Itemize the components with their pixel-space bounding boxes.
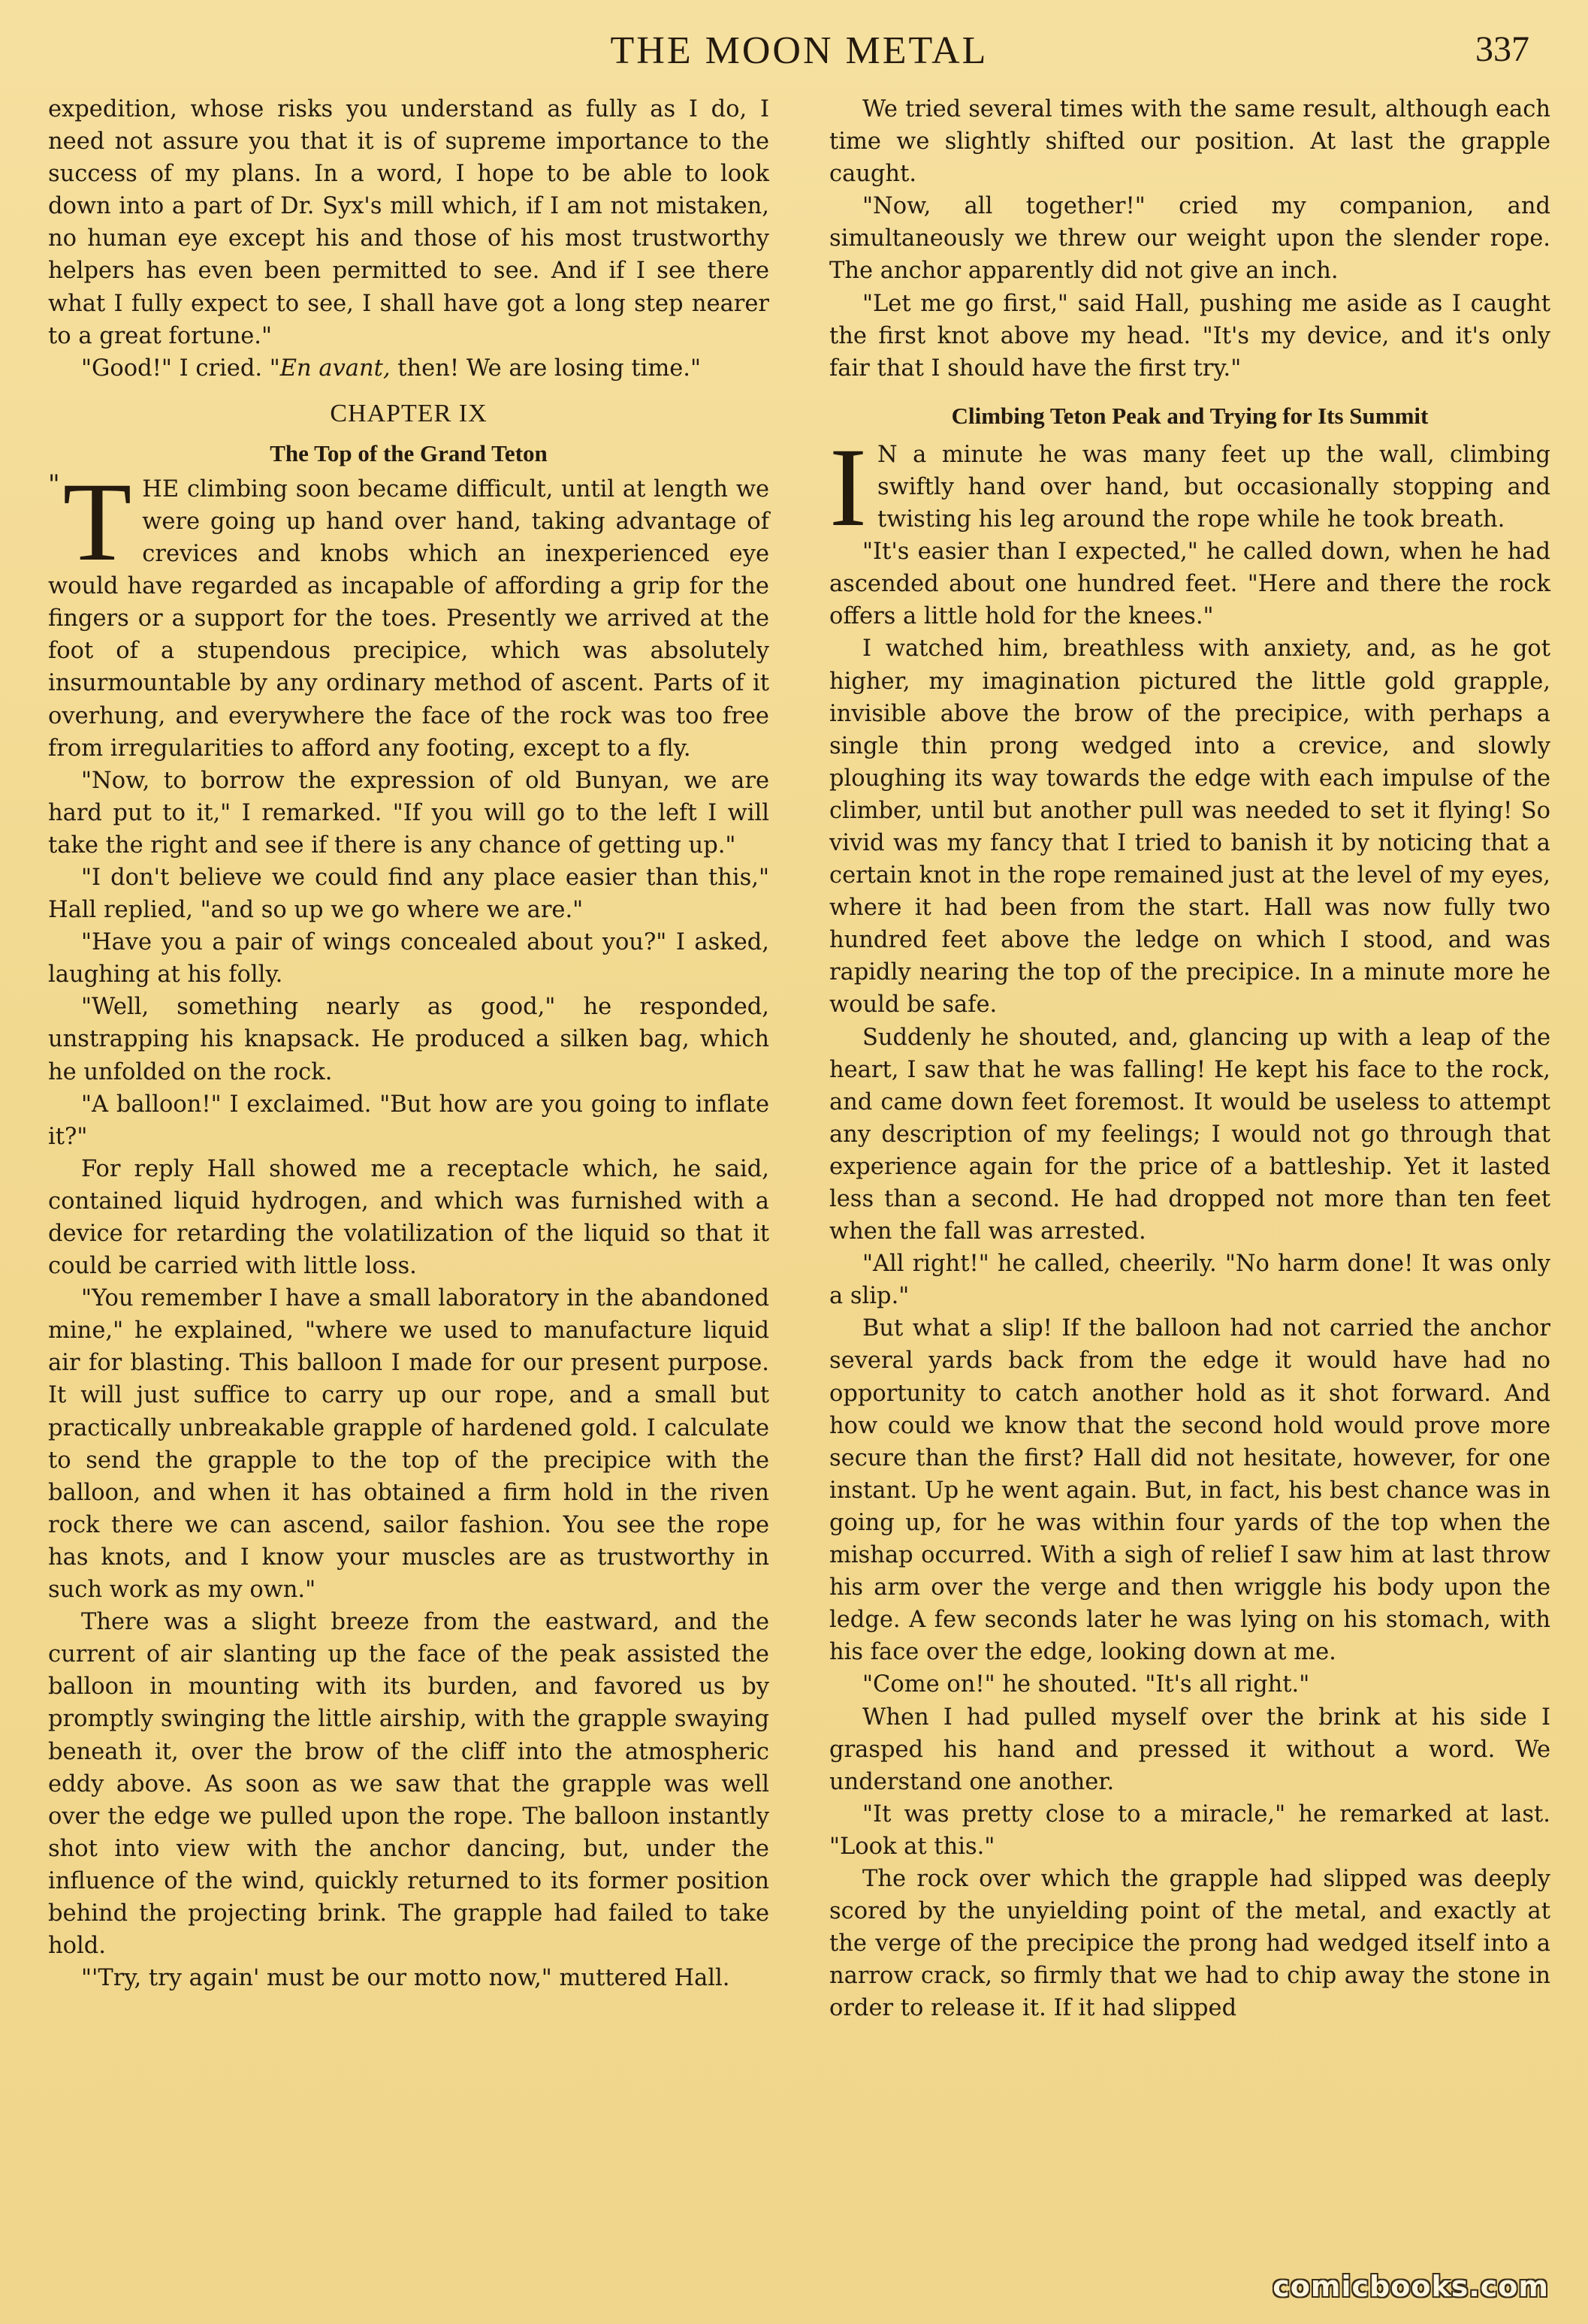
paragraph: "It was pretty close to a miracle," he remarked at last. "Look at this.": [829, 1800, 1550, 1860]
paragraph-text: HE climbing soon became difficult, until at length we were going up hand over hand, taking advantage of crevices and knobs which an inexperienced eye would have regarded as incapable of affording a grip for the fingers or a support for the toes. Presently we arrived at the foot of a stupendous precipice, which was absolutely insurmountable by any ordinary method of ascent. Parts of it overhung, and everywhere the face of the rock was too free from irregularities to afford any footing, except to a fly.: [48, 475, 769, 762]
chapter-title: The Top of the Grand Teton: [270, 439, 548, 466]
paragraph: For reply Hall showed me a receptacle which, he said, contained liquid hydrogen, and which was furnished with a device for retarding the volatilization of the liquid so that it could be carried with little loss.: [48, 1155, 769, 1280]
site-watermark: comicbooks.com: [1273, 2270, 1549, 2303]
page-number: 337: [1475, 29, 1529, 69]
paragraph: The rock over which the grapple had slipped was deeply scored by the unyielding point of the metal, and exactly at the verge of the precipice the prong had wedged itself into a narrow crack, so firmly that we had to chip away the stone in order to release it. If it had slipped: [829, 1865, 1550, 2022]
right-column: [829, 93, 1550, 2024]
drop-cap: T: [62, 459, 132, 584]
italic-phrase: "En avant,: [269, 355, 391, 382]
text-columns: [48, 93, 1550, 2024]
left-column: [48, 93, 769, 2024]
paragraph: "I don't believe we could find any place easier than this," Hall replied, "and so up we go where we are.": [48, 864, 769, 924]
section-heading: Climbing Teton Peak and Trying for Its Summit: [951, 402, 1429, 429]
paragraph: There was a slight breeze from the eastward, and the current of air slanting up the face of the peak assisted the balloon in mounting with its burden, and favored us by promptly swinging the little airship, with the grapple swaying beneath it, over the brow of the cliff into the atmospheric eddy above. As soon as we saw that the grapple was well over the edge we pulled upon the rope. The balloon instantly shot into view with the anchor dancing, but, under the influence of the wind, quickly returned to its former position behind the projecting brink. The grapple had failed to take hold.: [48, 1609, 769, 1960]
paragraph: Suddenly he shouted, and, glancing up with a leap of the heart, I saw that he was falling! He kept his face to the rock, and came down feet foremost. It would be useless to attempt any description of my feelings; I would not go through that experience again for the price of a battleship. Yet it lasted less than a second. He had dropped not more than ten feet when the fall was arrested.: [829, 1024, 1550, 1245]
paragraph: "Now, all together!" cried my companion, and simultaneously we threw our weight upon the slender rope. The anchor apparently did not give an inch.: [829, 193, 1550, 285]
paragraph: "'Try, try again' must be our motto now," muttered Hall.: [81, 1965, 730, 1992]
paragraph: "A balloon!" I exclaimed. "But how are you going to inflate it?": [48, 1091, 769, 1150]
page-header: [48, 29, 1550, 93]
paragraph-with-dropcap: [829, 424, 1550, 550]
paragraph-with-dropcap: [48, 459, 769, 765]
paragraph: "Have you a pair of wings concealed about you?" I asked, laughing at his folly.: [48, 929, 769, 988]
text-run: then! We are losing time.": [390, 355, 702, 382]
running-title: THE MOON METAL: [610, 29, 989, 72]
paragraph: "It's easier than I expected," he called down, when he had ascended about one hundred feet. "Here and there the rock offers a little hold for the knees.": [829, 539, 1550, 630]
drop-cap: I: [829, 424, 867, 550]
paragraph: I watched him, breathless with anxiety, and, as he got higher, my imagination pictured the little gold grapple, invisible above the brow of the precipice, with perhaps a single thin prong wedged into a crevice, and slowly ploughing its way towards the edge with each impulse of the climber, until but another pull was needed to set it flying! So vivid was my fancy that I tried to banish it by noticing that a certain knot in the rope remained just at the level of my eyes, where it had been from the start. Hall was now fully two hundred feet above the ledge on which I stood, and was rapidly nearing the top of the precipice. In a minute more he would be safe.: [829, 635, 1550, 1019]
paragraph: [48, 352, 769, 385]
paragraph: "Well, something nearly as good," he responded, unstrapping his knapsack. He produced a silken bag, which he unfolded on the rock.: [48, 994, 769, 1085]
paragraph: We tried several times with the same result, although each time we slightly shifted our position. At last the grapple caught.: [829, 96, 1550, 188]
paragraph: expedition, whose risks you understand as fully as I do, I need not assure you that it is of supreme importance to the success of my plans. In a word, I hope to be able to look down into a part of Dr. Syx's mill which, if I am not mistaken, no human eye except his and those of his most trustworthy helpers has even been permitted to see. And if I see there what I fully expect to see, I shall have got a long step nearer to a great fortune.": [48, 96, 769, 349]
paragraph: But what a slip! If the balloon had not carried the anchor several yards back from the edge it would have had no opportunity to catch another hold as it shot forward. And how could we know that the second hold would prove more secure than the first? Hall did not hesitate, however, for one instant. Up he went again. But, in fact, his best chance was in going up, for he was within four yards of the top when the mishap occurred. With a sigh of relief I saw him at last throw his arm over the verge and then wriggle his body upon the ledge. A few seconds later he was lying on his stomach, with his face over the edge, looking down at me.: [829, 1315, 1550, 1666]
paragraph: When I had pulled myself over the brink at his side I grasped his hand and pressed it without a word. We understand one another.: [829, 1704, 1550, 1795]
paragraph: "All right!" he called, cheerily. "No harm done! It was only a slip.": [829, 1251, 1550, 1310]
chapter-number: CHAPTER IX: [330, 399, 488, 427]
text-run: "Good!" I cried.: [81, 355, 270, 382]
paragraph: "You remember I have a small laboratory in the abandoned mine," he explained, "where we used to manufacture liquid air for blasting. This balloon I made for our present purpose. It will just suffice to carry up our rope, and a small but practically unbreakable grapple of hardened gold. I calculate to send the grapple to the top of the precipice with the balloon, and when it has obtained a firm hold in the riven rock there we can ascend, sailor fashion. You see the rope has knots, and I know your muscles are as trustworthy in such work as my own.": [48, 1285, 769, 1604]
opening-quote: ": [48, 469, 60, 500]
paragraph: "Now, to borrow the expression of old Bunyan, we are hard put to it," I remarked. "If you will go to the left I will take the right and see if there is any chance of getting up.": [48, 767, 769, 859]
paragraph: "Let me go first," said Hall, pushing me aside as I caught the first knot above my head. "It's my device, and it's only fair that I should have the first try.": [829, 290, 1550, 382]
paragraph-text: N a minute he was many feet up the wall, climbing swiftly hand over hand, but occasionally stopping and twisting his leg around the rope while he took breath.: [877, 441, 1550, 533]
paragraph: "Come on!" he shouted. "It's all right.": [862, 1671, 1310, 1698]
